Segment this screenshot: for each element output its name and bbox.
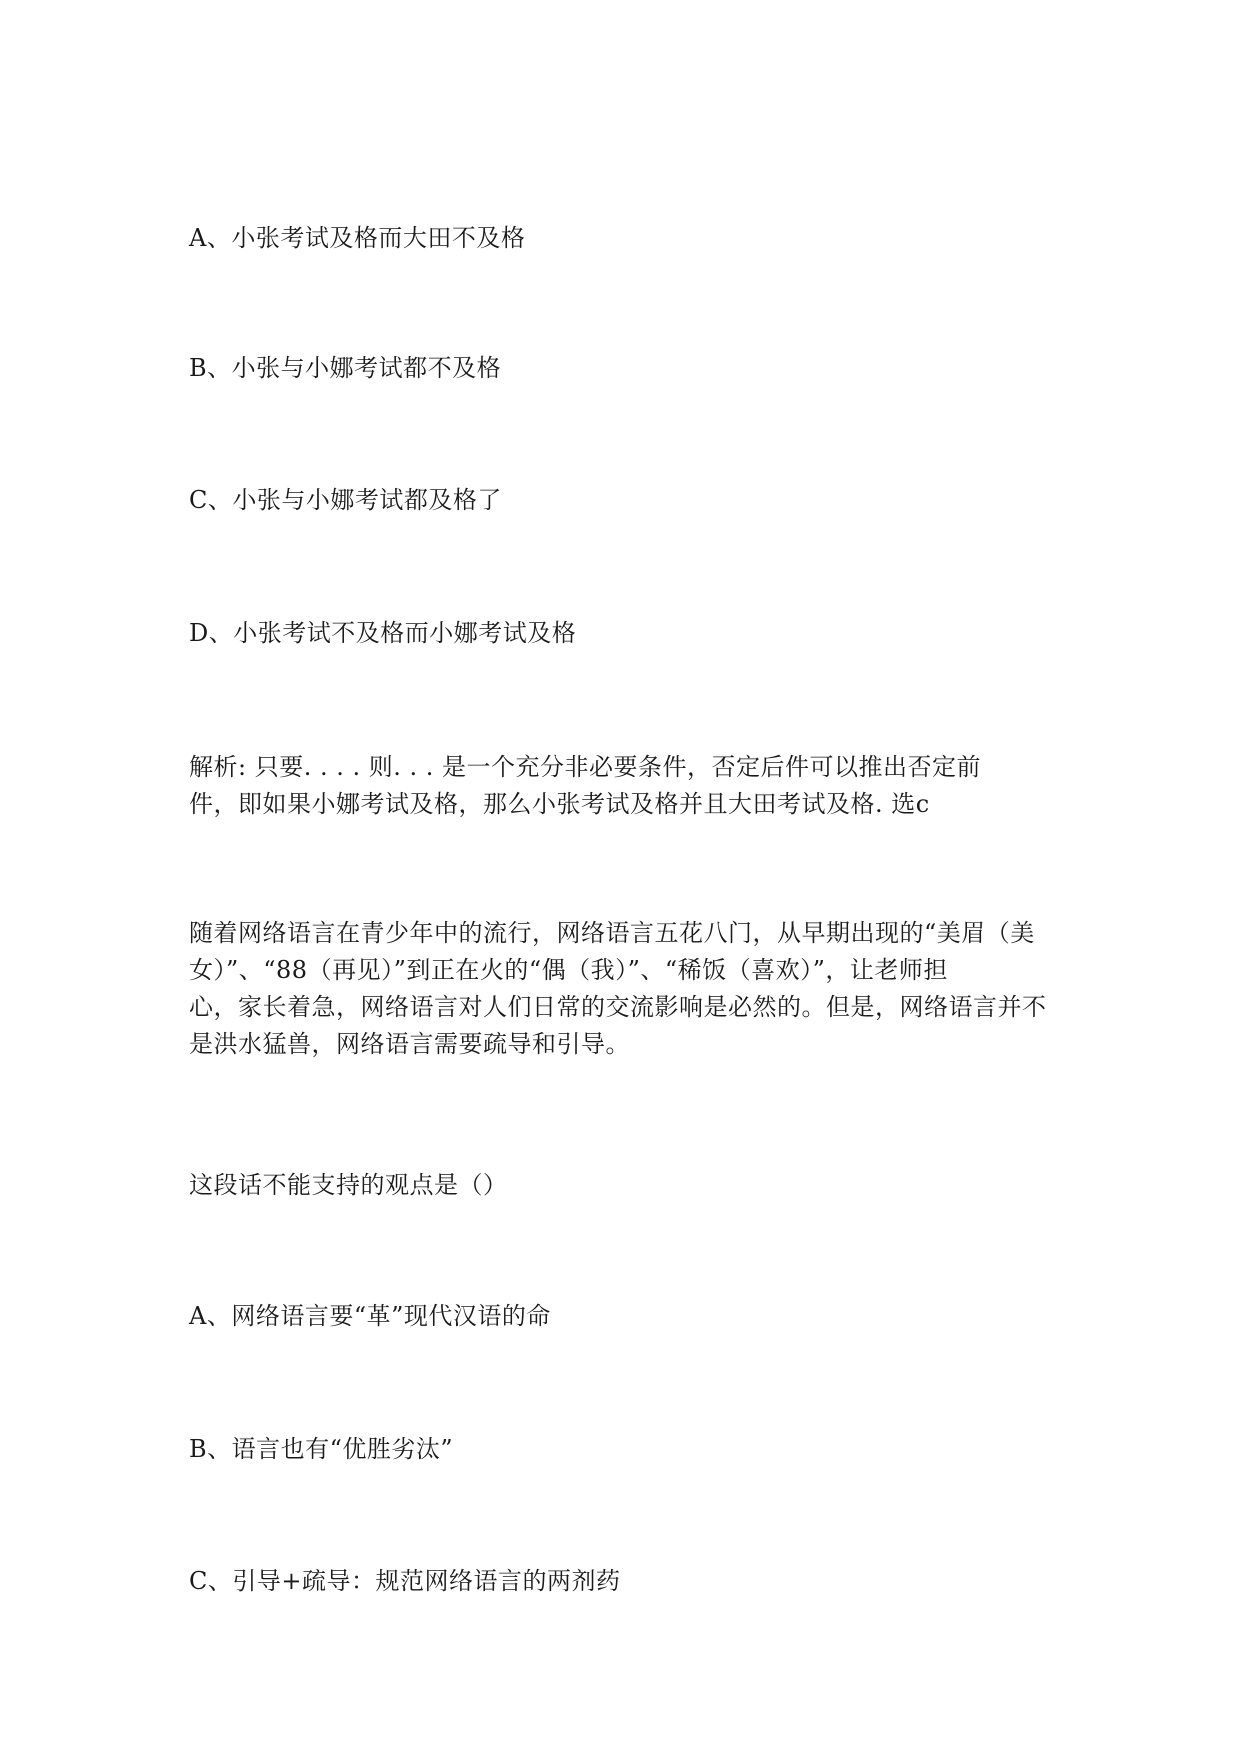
q1-analysis-line-1: 解析: 只要. . . . 则. . . 是一个充分非必要条件，否定后件可以推出否定前: [189, 753, 982, 781]
q2-option-c: C、引导+疏导：规范网络语言的两剂药: [189, 1567, 621, 1595]
q2-passage-line-2: 女）”、“88（再见）”到正在火的“偶（我）”、“稀饭（喜欢）”，让老师担: [189, 956, 948, 984]
q2-passage: [189, 915, 1069, 1063]
q1-option-b: B、小张与小娜考试都不及格: [189, 354, 502, 382]
q2-question: 这段话不能支持的观点是（）: [189, 1171, 508, 1199]
q2-option-a: A、网络语言要“革”现代汉语的命: [189, 1302, 551, 1330]
q2-passage-line-4: 是洪水猛兽，网络语言需要疏导和引导。: [189, 1030, 630, 1058]
q2-passage-line-3: 心，家长着急，网络语言对人们日常的交流影响是必然的。但是，网络语言并不: [189, 993, 1047, 1021]
q1-option-a: A、小张考试及格而大田不及格: [189, 224, 526, 252]
q2-option-b: B、语言也有“优胜劣汰”: [189, 1435, 454, 1463]
q1-analysis: [189, 749, 1069, 823]
q1-option-c: C、小张与小娜考试都及格了: [189, 486, 502, 514]
q1-option-d: D、小张考试不及格而小娜考试及格: [189, 619, 577, 647]
q2-passage-line-1: 随着网络语言在青少年中的流行，网络语言五花八门，从早期出现的“美眉（美: [189, 919, 1035, 947]
q1-analysis-line-2: 件，即如果小娜考试及格，那么小张考试及格并且大田考试及格. 选c: [189, 790, 930, 818]
